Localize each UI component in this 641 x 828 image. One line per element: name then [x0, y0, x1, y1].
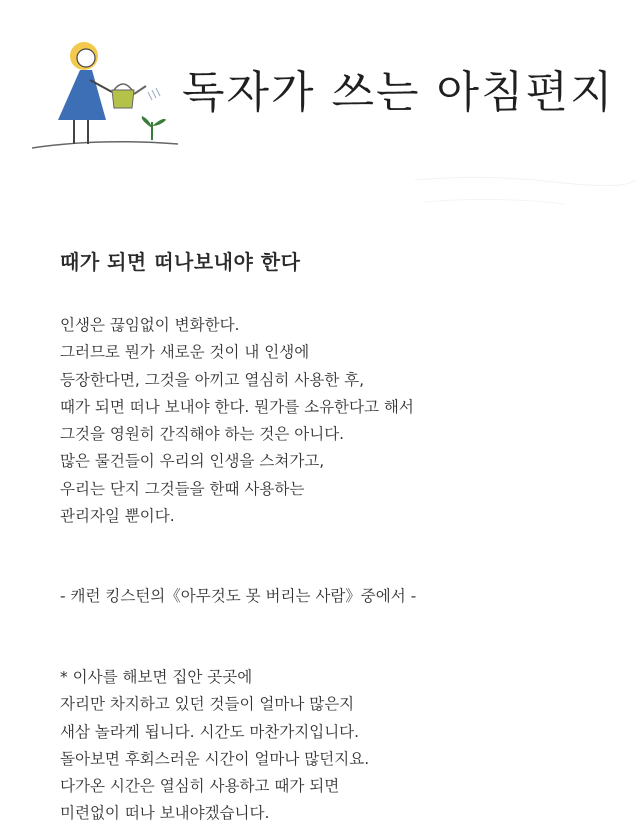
paragraph-line: 그러므로 뭔가 새로운 것이 내 인생에 — [60, 343, 310, 362]
faint-decoration — [405, 172, 641, 222]
article-paragraph — [60, 312, 414, 530]
paragraph-line: 등장한다면, 그것을 아끼고 열심히 사용한 후, — [60, 370, 365, 389]
paragraph-line: * 이사를 해보면 집안 곳곳에 — [60, 668, 253, 686]
paragraph-line: 다가온 시간은 열심히 사용하고 때가 되면 — [60, 777, 340, 796]
paragraph-line: 인생은 끊임없이 변화한다. — [60, 316, 240, 334]
paragraph-line: 우리는 단지 그것들을 한때 사용하는 — [60, 479, 305, 498]
paragraph-line: 새삼 놀라게 됩니다. 시간도 마찬가지입니다. — [60, 722, 360, 741]
paragraph-line: 많은 물건들이 우리의 인생을 스쳐가고, — [60, 452, 325, 471]
paragraph-line: 자리만 차지하고 있던 것들이 얼마나 많은지 — [60, 695, 355, 714]
paragraph-line: 돌아보면 후회스러운 시간이 얼마나 많던지요. — [60, 749, 370, 768]
article-title: 때가 되면 떠나보내야 한다 — [60, 250, 301, 274]
header — [0, 0, 641, 160]
woman-watering-plant-icon — [28, 36, 198, 156]
commentary-paragraph — [60, 664, 369, 828]
source-citation: - 캐런 킹스턴의《아무것도 못 버리는 사람》중에서 - — [60, 587, 417, 605]
brand-title: 독자가 쓰는 아침편지 — [182, 67, 615, 118]
paragraph-line: 관리자일 뿐이다. — [60, 507, 175, 526]
paragraph-line: 그것을 영원히 간직해야 하는 것은 아니다. — [60, 425, 345, 444]
paragraph-line: 미련없이 떠나 보내야겠습니다. — [60, 804, 270, 823]
paragraph-line: 때가 되면 떠나 보내야 한다. 뭔가를 소유한다고 해서 — [60, 397, 414, 416]
